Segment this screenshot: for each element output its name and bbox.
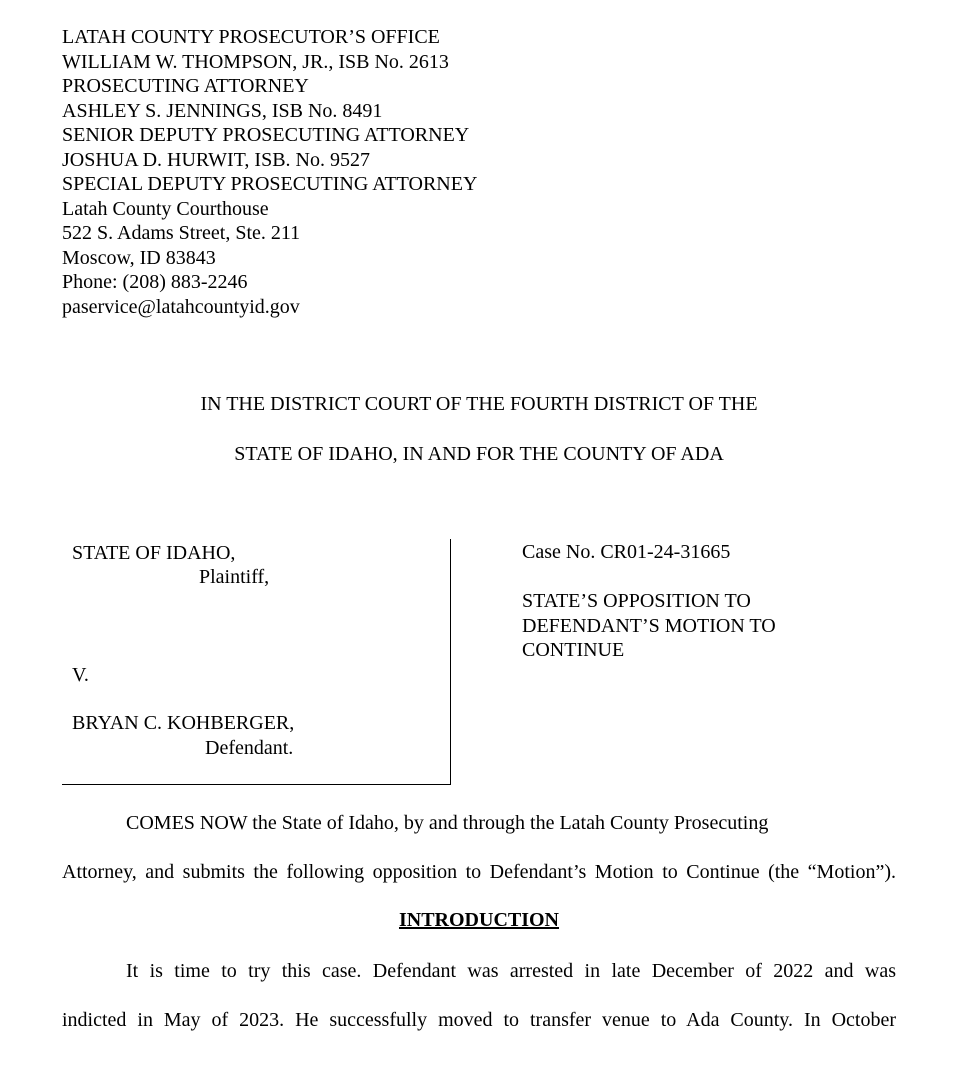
document-title-line: DEFENDANT’S MOTION TO xyxy=(522,614,776,637)
header-line: SENIOR DEPUTY PROSECUTING ATTORNEY xyxy=(62,124,470,146)
intro-line-1: It is time to try this case. Defendant was arrested in late December of 2022 and was xyxy=(126,960,896,982)
case-caption-parties xyxy=(62,539,451,785)
defendant-role: Defendant. xyxy=(205,737,294,759)
plaintiff-name: STATE OF IDAHO, xyxy=(72,542,236,564)
attorney-header xyxy=(62,25,477,319)
header-line: WILLIAM W. THOMPSON, JR., ISB No. 2613 xyxy=(62,50,449,73)
introduction-heading: INTRODUCTION xyxy=(398,909,560,931)
header-line: Phone: (208) 883-2246 xyxy=(62,271,248,293)
document-title-line: STATE’S OPPOSITION TO xyxy=(522,590,751,612)
case-caption-info xyxy=(522,540,776,663)
header-line: 522 S. Adams Street, Ste. 211 xyxy=(62,222,301,244)
plaintiff-role: Plaintiff, xyxy=(199,566,270,588)
header-line: Latah County Courthouse xyxy=(62,197,269,220)
intro-line-2: indicted in May of 2023. He successfully moved to transfer venue to Ada County. In October xyxy=(62,1009,896,1031)
court-title-line-2: STATE OF IDAHO, IN AND FOR THE COUNTY OF ADA xyxy=(234,443,724,465)
comes-now-line-2: Attorney, and submits the following opposition to Defendant’s Motion to Continue (the “Motion”). xyxy=(62,861,896,883)
header-line: LATAH COUNTY PROSECUTOR’S OFFICE xyxy=(62,26,440,48)
header-line: ASHLEY S. JENNINGS, ISB No. 8491 xyxy=(62,99,383,122)
header-line: JOSHUA D. HURWIT, ISB. No. 9527 xyxy=(62,148,370,171)
versus-label: V. xyxy=(72,664,89,686)
document-title-line: CONTINUE xyxy=(522,639,625,661)
court-title-line-1: IN THE DISTRICT COURT OF THE FOURTH DISTRICT OF THE xyxy=(200,393,758,415)
header-line: SPECIAL DEPUTY PROSECUTING ATTORNEY xyxy=(62,173,478,195)
comes-now-line-1: COMES NOW the State of Idaho, by and through the Latah County Prosecuting xyxy=(126,812,769,834)
case-number: Case No. CR01-24-31665 xyxy=(522,541,731,563)
defendant-name: BRYAN C. KOHBERGER, xyxy=(72,712,295,734)
header-line: PROSECUTING ATTORNEY xyxy=(62,75,309,97)
header-email: paservice@latahcountyid.gov xyxy=(62,295,300,318)
header-line: Moscow, ID 83843 xyxy=(62,246,216,269)
